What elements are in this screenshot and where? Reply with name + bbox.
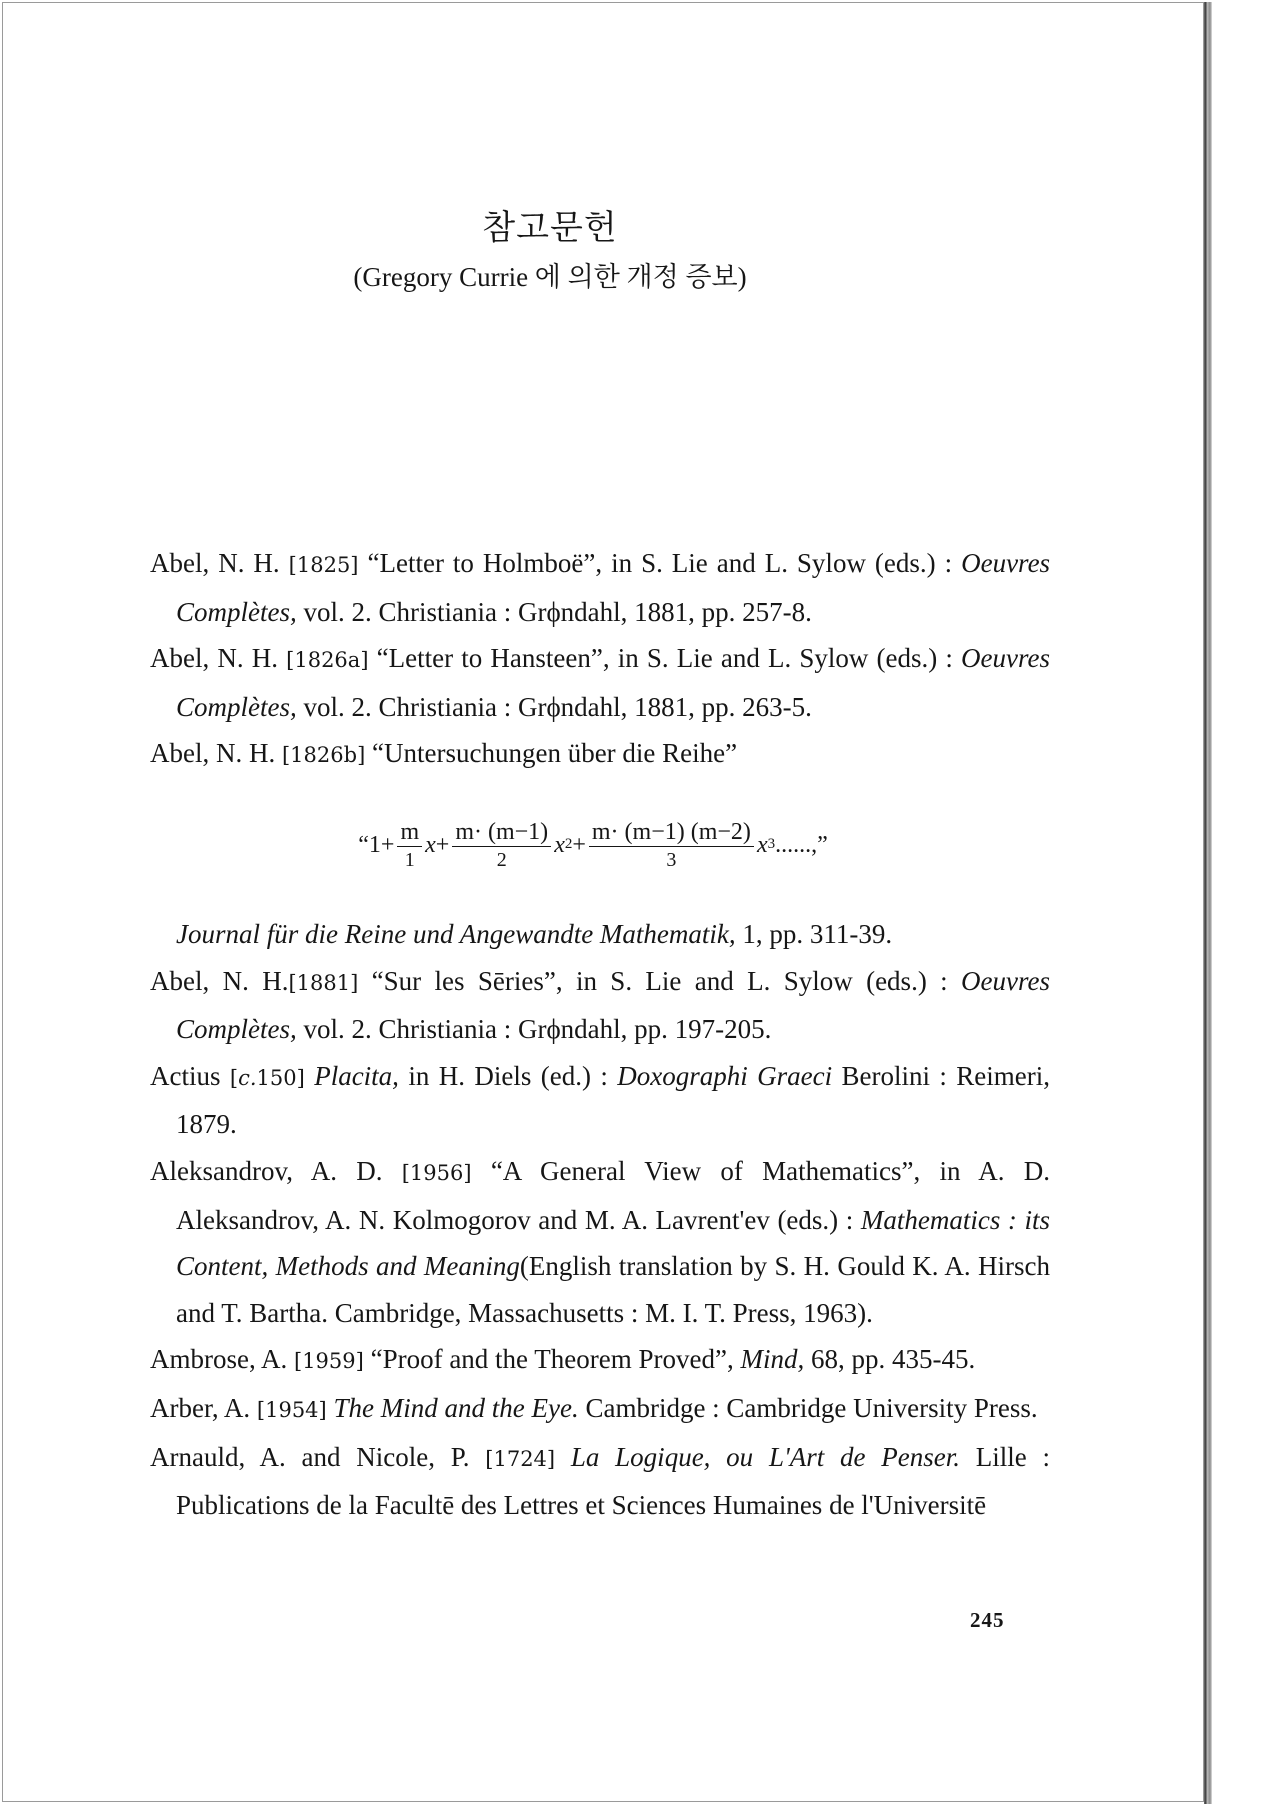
ref-source: in A. D. Aleksandrov, A. N. Kolmogorov and M. A. Lavrent'ev (eds.) : <box>176 1155 1051 1235</box>
ref-author: Arnauld, A. and Nicole, P. <box>150 1441 470 1472</box>
ref-italic-title: Mind, <box>740 1344 805 1375</box>
ref-source: in S. Lie and L. Sylow (eds.) : <box>617 643 953 674</box>
ref-year <box>230 1066 305 1090</box>
ref-year: [1956] <box>401 1160 472 1185</box>
series-formula <box>176 779 1050 911</box>
ref-year: [1954] <box>256 1397 327 1422</box>
ref-details: Cambridge : Cambridge University Press. <box>585 1392 1038 1423</box>
formula-exponent: 3 <box>767 836 776 853</box>
ref-author: Abel, N. H. <box>150 738 276 769</box>
ref-italic-title: Journal für die Reine und Angewandte Mathematik, <box>176 918 736 949</box>
reference-entry-abel-1881 <box>150 958 1050 1053</box>
formula-fraction-1 <box>397 820 422 870</box>
year-bracket: [ <box>229 1065 239 1090</box>
page-number: 245 <box>970 1608 1005 1632</box>
reference-entry-abel-1826a <box>150 635 1050 730</box>
ref-details: 1, pp. 311-39. <box>742 918 893 949</box>
page-edge <box>1204 2 1212 1804</box>
formula-plus: + <box>435 831 450 858</box>
reference-entry-aleksandrov-1956 <box>150 1148 1050 1336</box>
fraction-denominator: 2 <box>496 848 507 871</box>
reference-entry-abel-1825 <box>150 540 1050 635</box>
ref-author: Abel, N. H. <box>150 965 289 996</box>
ref-source: in H. Diels (ed.) : <box>408 1060 608 1091</box>
ref-author: Abel, N. H. <box>150 643 279 674</box>
ref-details: vol. 2. Christiania : Grϕndahl, 1881, pp. 257-8. <box>303 596 812 627</box>
ref-italic-title: Oeuvres Complètes, <box>176 965 1050 1045</box>
formula-one: 1 <box>368 831 381 858</box>
ref-details: vol. 2. Christiania : Grϕndahl, 1881, pp. 263-5. <box>303 691 812 722</box>
ref-italic-title: La Logique, ou L'Art de Penser. <box>570 1441 960 1472</box>
ref-details: Berolini : Reimeri, 1879. <box>176 1060 1050 1140</box>
page-subtitle: (Gregory Currie 에 의한 개정 증보) <box>353 262 747 292</box>
ref-title: “Letter to Hansteen”, <box>376 643 610 674</box>
ref-author: Actius <box>150 1060 221 1091</box>
ref-author: Ambrose, A. <box>150 1344 288 1375</box>
formula-exponent: 2 <box>564 836 573 853</box>
fraction-numerator: m· (m−1) <box>452 820 551 847</box>
ref-italic-title: The Mind and the Eye. <box>333 1392 579 1423</box>
year-value: 150] <box>256 1065 305 1090</box>
ref-italic-title-2: Doxographi Graeci <box>617 1060 833 1091</box>
ref-title: “A General View of Mathematics”, <box>490 1155 921 1186</box>
year-circa: c. <box>238 1065 257 1090</box>
page-title: 참고문헌 <box>482 208 618 248</box>
ref-year: [1825] <box>288 553 359 577</box>
reference-entry-actius-150 <box>150 1053 1050 1148</box>
ref-title: “Untersuchungen über die Reihe” <box>372 738 738 769</box>
formula-variable: x <box>425 831 436 858</box>
ref-italic-title: Oeuvres Complètes, <box>176 643 1051 722</box>
fraction-denominator: 3 <box>666 848 677 871</box>
ref-details: 68, pp. 435-45. <box>811 1344 976 1375</box>
fraction-numerator: m· (m−1) (m−2) <box>589 820 754 847</box>
ref-year: [1881] <box>288 970 359 995</box>
reference-list <box>150 540 1050 1529</box>
ref-source: in S. Lie and L. Sylow (eds.) : <box>575 965 948 996</box>
formula-plus: + <box>572 831 586 858</box>
ref-details: vol. 2. Christiania : Grϕndahl, pp. 197-205. <box>303 1014 772 1045</box>
ref-title: “Letter to Holmboë”, <box>367 548 603 578</box>
reference-entry-ambrose-1959 <box>150 1336 1050 1385</box>
reference-entry-abel-1826b <box>150 730 1050 957</box>
ref-source: in S. Lie and L. Sylow (eds.) : <box>611 548 953 578</box>
ref-year: [1826b] <box>281 743 366 768</box>
fraction-numerator: m <box>397 820 422 847</box>
formula-tail: ......,” <box>775 831 828 858</box>
reference-entry-arber-1954 <box>150 1385 1050 1434</box>
ref-year: [1826a] <box>286 648 369 673</box>
ref-author: Abel, N. H. <box>150 548 280 578</box>
ref-author: Aleksandrov, A. D. <box>150 1155 383 1186</box>
formula-open-quote: “ <box>358 831 369 858</box>
ref-title: “Sur les Sēries”, <box>371 965 563 996</box>
formula-variable: x <box>756 831 768 858</box>
ref-details: Lille : Publications de la Facultē des Lettres et Sciences Humaines de l'Universitē <box>176 1441 1050 1521</box>
reference-entry-arnauld-1724 <box>150 1434 1050 1529</box>
ref-year: [1724] <box>485 1446 556 1471</box>
ref-details: (English translation by S. H. Gould K. A. Hirsch and T. Bartha. Cambridge, Massachusetts : M. I. T. Press, 1963). <box>176 1251 1050 1328</box>
ref-italic-title: Mathematics : its Content, Methods and Meaning <box>176 1204 1050 1282</box>
formula-variable: x <box>554 831 565 858</box>
ref-title: “Proof and the Theorem Proved”, <box>370 1344 734 1375</box>
formula-fraction-3 <box>589 820 754 870</box>
fraction-denominator: 1 <box>404 848 415 871</box>
ref-italic-title: Oeuvres Complètes, <box>176 548 1051 627</box>
ref-author: Arber, A. <box>150 1392 251 1423</box>
formula-fraction-2 <box>452 820 551 870</box>
formula-plus: + <box>380 831 395 858</box>
ref-italic-title: Placita, <box>314 1060 399 1091</box>
ref-year: [1959] <box>294 1349 364 1374</box>
